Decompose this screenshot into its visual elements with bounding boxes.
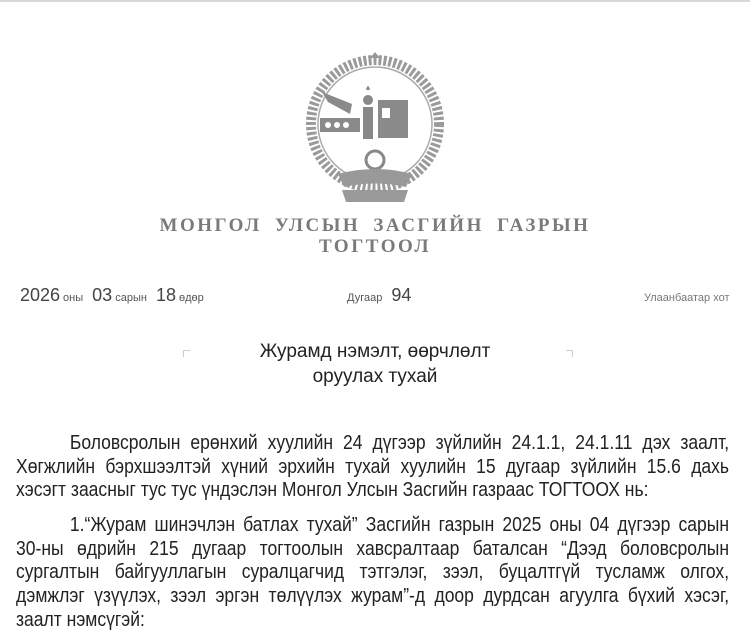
city: Улаанбаатар хот xyxy=(644,292,730,304)
text-line: Боловсролын ерөнхий хуулийн 24 дүгээр зүйлийн 24.1.1, 24.1.11 дэх заалт, xyxy=(69,431,730,454)
doc-type-heading: ТОГТООЛ xyxy=(319,236,431,257)
year-label: оны xyxy=(63,292,84,304)
state-emblem-icon xyxy=(300,52,450,207)
number: 94 xyxy=(391,285,412,305)
page-top-border xyxy=(0,0,750,2)
text-line: Хөгжлийн бэрхшээлтэй хүний эрхийн тухай хуулийн 15 дугаар зүйлийн 15.6 дахь xyxy=(16,454,730,478)
title-line-1: Журамд нэмэлт, өөрчлөлт xyxy=(259,341,491,362)
title-line-2: оруулах тухай xyxy=(312,366,438,387)
preamble-paragraph xyxy=(16,431,729,502)
date xyxy=(20,285,208,306)
day-label: өдөр xyxy=(178,292,204,304)
clause-1-paragraph xyxy=(16,513,729,632)
day: 18 xyxy=(155,285,176,305)
month-label: сарын xyxy=(115,292,147,304)
year: 2026 xyxy=(20,285,61,305)
text-line: 1.“Журам шинэчлэн батлах тухай” Засгийн газрын 2025 оны 04 дүгээр сарын xyxy=(69,513,730,536)
month: 03 xyxy=(92,285,113,305)
org-heading: МОНГОЛ УЛСЫН ЗАСГИЙН ГАЗРЫН xyxy=(159,215,591,236)
text-line: дэмжлэг үзүүлэх, зээл эргэн төлүүлэх журам”-д доор дурдсан агуулга бүхий хэсэг, xyxy=(16,584,730,608)
text-line: заалт нэмсүгэй: xyxy=(16,607,145,631)
resolution-number xyxy=(344,285,411,306)
text-line: сургалтын байгууллагын суралцагчид тэтгэлэг, зээл, буцалтгүй тусламж олгох, xyxy=(16,560,730,584)
text-line: хэсэгт заасныг тус тус үндэслэн Монгол Улсын Засгийн газраас ТОГТООХ нь: xyxy=(16,478,649,502)
text-line: 30-ны өдрийн 215 дугаар тогтоолын хавсралтаар баталсан “Дээд боловсролын xyxy=(16,536,730,560)
number-label: Дугаар xyxy=(347,292,383,304)
